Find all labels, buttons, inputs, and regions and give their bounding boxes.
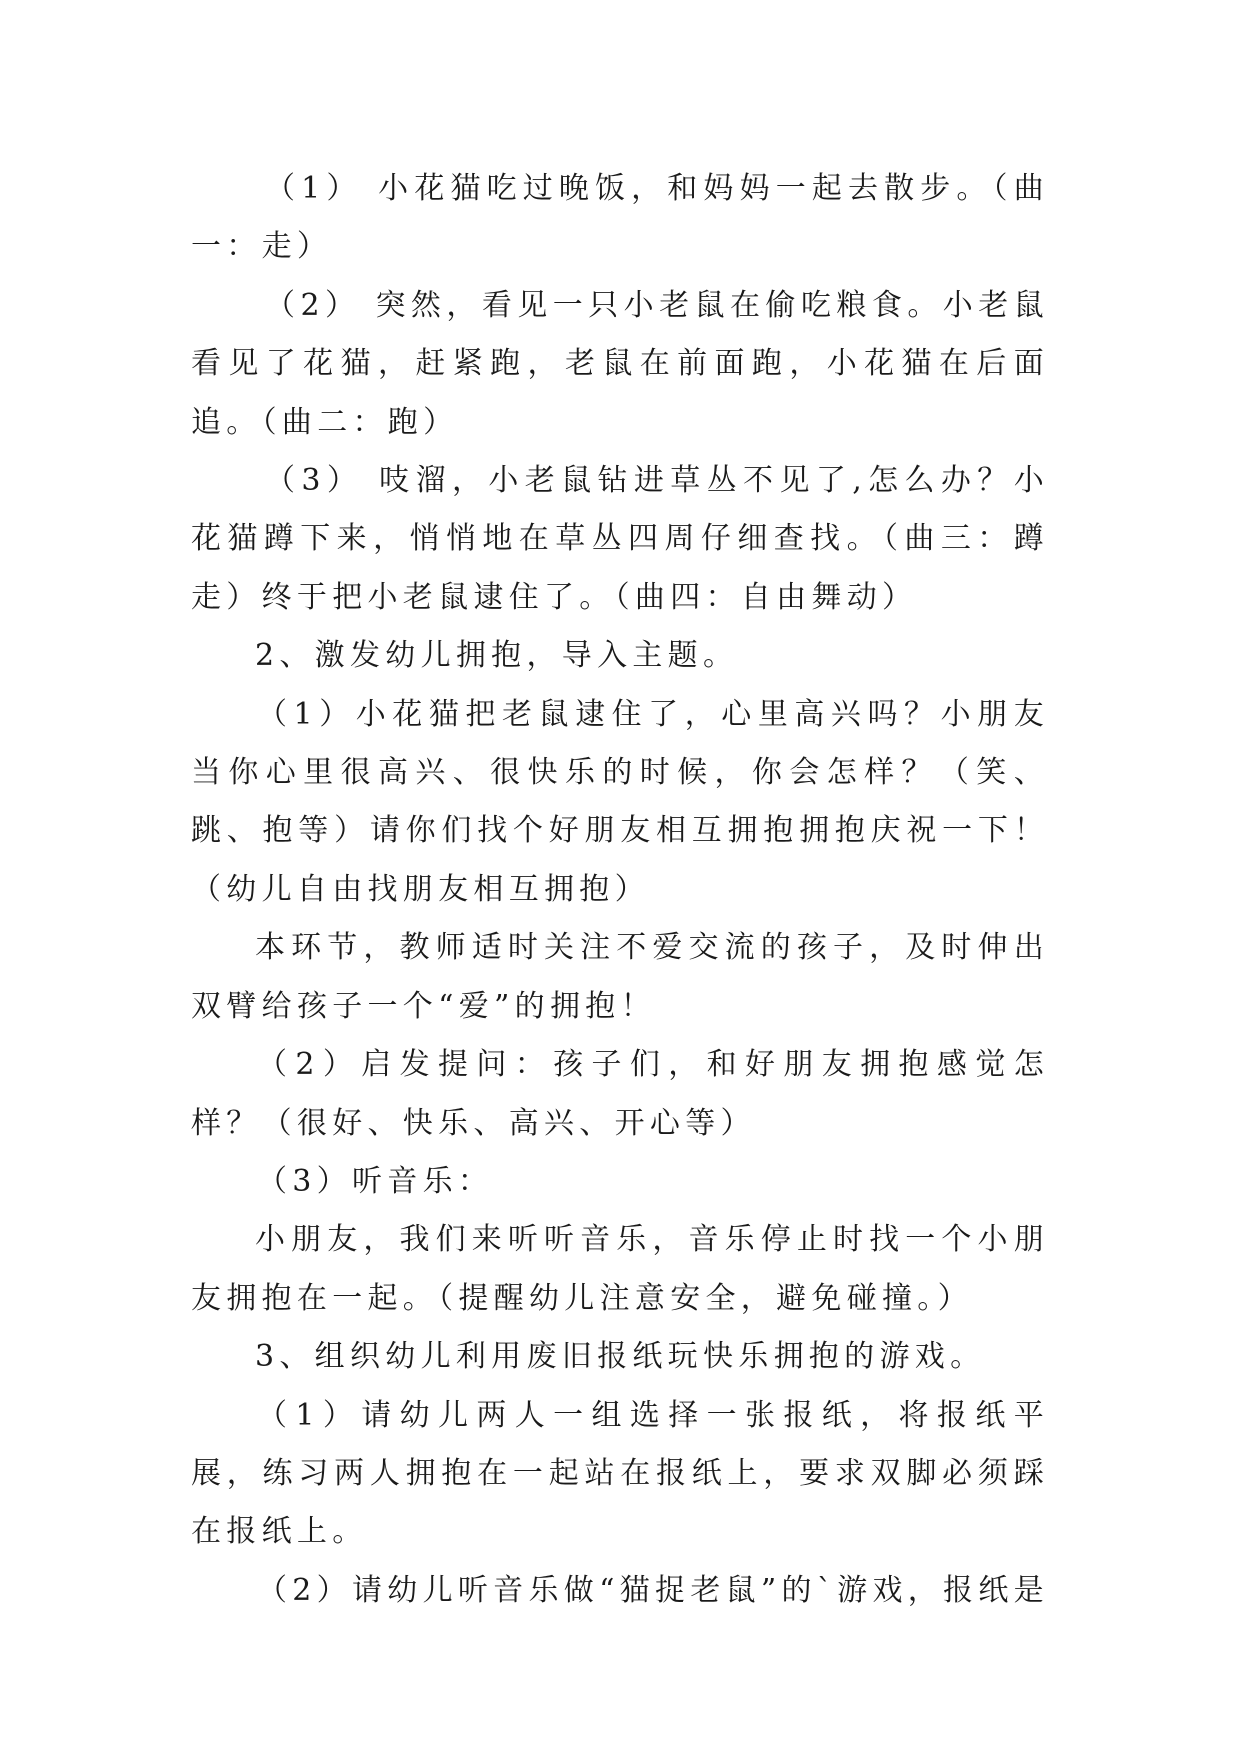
paragraph: 小朋友，我们来听听音乐，音乐停止时找一个小朋友拥抱在一起。（提醒幼儿注意安全，避免碰撞。）: [191, 1222, 1049, 1316]
paragraph: 本环节，教师适时关注不爱交流的孩子，及时伸出双臂给孩子一个“爱”的拥抱！: [191, 930, 1049, 1024]
paragraph: （1）小花猫把老鼠逮住了，心里高兴吗？小朋友当你心里很高兴、很快乐的时候，你会怎样？（笑、跳、抱等）请你们找个好朋友相互拥抱拥抱庆祝一下！（幼儿自由找朋友相互拥抱）: [191, 696, 1049, 907]
paragraph: （3） 吱溜，小老鼠钻进草丛不见了,怎么办？小花猫蹲下来，悄悄地在草丛四周仔细查找。（曲三：蹲走）终于把小老鼠逮住了。（曲四：自由舞动）: [191, 463, 1049, 615]
body-text: [191, 160, 1049, 1620]
section-heading: 3、组织幼儿利用废旧报纸玩快乐拥抱的游戏。: [255, 1339, 986, 1375]
paragraph: （1）请幼儿两人一组选择一张报纸，将报纸平展，练习两人拥抱在一起站在报纸上，要求双脚必须踩在报纸上。: [191, 1397, 1049, 1550]
paragraph: （1） 小花猫吃过晚饭，和妈妈一起去散步。（曲一：走）: [191, 171, 1049, 265]
paragraph: （2） 突然，看见一只小老鼠在偷吃粮食。小老鼠看见了花猫，赶紧跑，老鼠在前面跑，小花猫在后面追。（曲二：跑）: [191, 287, 1049, 440]
paragraph: （3）听音乐：: [257, 1163, 494, 1199]
section-heading: 2、激发幼儿拥抱，导入主题。: [255, 638, 739, 674]
paragraph: （2）启发提问：孩子们，和好朋友拥抱感觉怎样？（很好、快乐、高兴、开心等）: [191, 1047, 1049, 1141]
paragraph: （2）请幼儿听音乐做“猫捉老鼠”的`游戏，报纸是: [257, 1572, 1049, 1608]
